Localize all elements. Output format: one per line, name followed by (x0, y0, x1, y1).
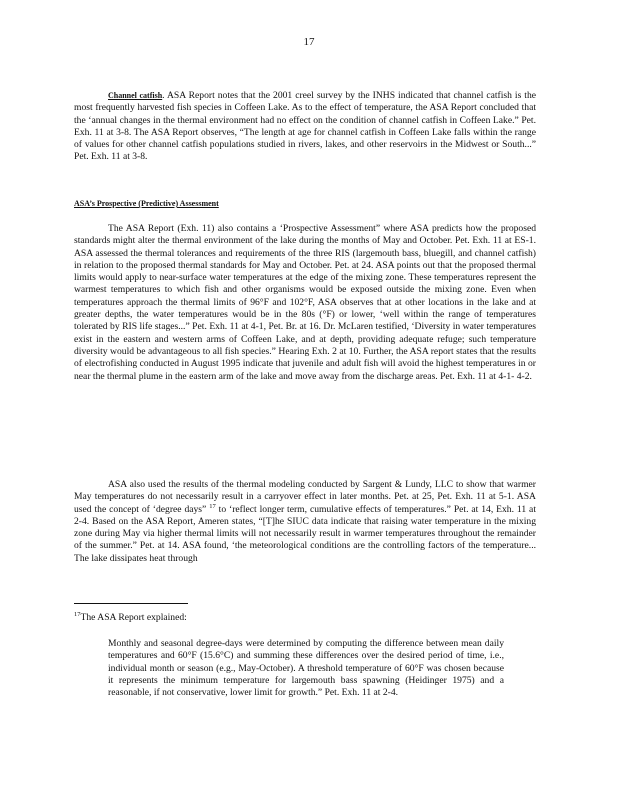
page-number: 17 (303, 36, 315, 48)
footnote-number: 17 (74, 610, 81, 618)
footnote-divider (74, 603, 188, 604)
paragraph-prospective-assessment (74, 223, 536, 383)
footnote-intro (74, 612, 187, 623)
footnote-intro-text: The ASA Report explained: (80, 612, 187, 623)
paragraph-channel-catfish (74, 90, 536, 164)
modeling-text-after: to ‘reflect longer term, cumulative effects of temperatures.” Pet. at 14, Exh. 11 at 2-4. Based on the ASA Report, Ameren states, “[T]he SIUC data indicate that raising water temperature in the mixing zone during May via higher thermal limits will not necessarily result in warmer temperatures throughout the remainder of the summer.” Pet. at 14. ASA found, ‘the meteorological conditions are the controlling factors of the temperature... The lake dissipates heat through (74, 503, 536, 564)
modeling-text-before: ASA also used the results of the thermal modeling conducted by Sargent & Lundy, LLC to show that warmer May temperatures do not necessarily result in a carryover effect in later months. Pet. at 25, Pet. Exh. 11 at 5-1. ASA used the concept of ‘degree days” (74, 479, 536, 515)
footnote-blockquote: Monthly and seasonal degree-days were determined by computing the difference between mean daily temperatures and 60°F (15.6°C) and summing these differences over the desired period of time, i.e., individual month or season (e.g., May-October). A threshold temperature of 60°F was chosen because it represents the minimum temperature for largemouth bass spawning (Heidinger 1975) and a reasonable, if not conservative, lower limit for growth.” Pet. Exh. 11 at 2-4. (108, 638, 504, 699)
prospective-text: The ASA Report (Exh. 11) also contains a ‘Prospective Assessment” where ASA predicts how the proposed standards might alter the thermal environment of the lake during the months of May and October. Pet. Exh. 11 at ES-1. ASA assessed the thermal tolerances and requirements of the three RIS (largemouth bass, bluegill, and channel catfish) in relation to the proposed thermal standards for May and October. Pet. at 24. ASA points out that the proposed thermal limits would apply to near-surface water temperatures at the edge of the mixing zone. These temperatures represent the warmest temperatures to which fish and other organisms would be exposed outside the mixing zone. Even when temperatures approach the thermal limits of 96°F and 102°F, ASA observes that at other locations in the lake and at greater depths, the water temperatures would be in the 80s (°F) or lower, ‘well within the range of temperatures tolerated by RIS life stages...” Pet. Exh. 11 at 4-1, Pet. Br. at 16. Dr. McLaren testified, ‘Diversity in water temperatures exist in the eastern and western arms of Coffeen Lake, and at depth, providing adequate refuge; such temperature diversity would be advantageous to all fish species.” Hearing Exh. 2 at 10. Further, the ASA report states that the results of electrofishing conducted in August 1995 indicate that juvenile and adult fish will avoid the highest temperatures in or near the thermal plume in the eastern arm of the lake and move away from the discharge areas. Pet. Exh. 11 at 4-1- 4-2. (74, 223, 536, 382)
channel-catfish-label: Channel catfish (108, 91, 163, 100)
channel-catfish-text: . ASA Report notes that the 2001 creel survey by the INHS indicated that channel catfish is the most frequently harvested fish species in Coffeen Lake. As to the effect of temperature, the ASA Report concluded that the ‘annual changes in the thermal environment had no effect on the condition of channel catfish in Coffeen Lake.” Pet. Exh. 11 at 3-8. The ASA Report observes, “The length at age for channel catfish in Coffeen Lake falls within the range of values for other channel catfish populations studied in rivers, lakes, and other reservoirs in the Midwest or South...” Pet. Exh. 11 at 3-8. (74, 90, 537, 163)
section-heading-prospective: ASA’s Prospective (Predictive) Assessment (74, 199, 219, 208)
footnote-reference[interactable]: 17 (209, 502, 216, 510)
paragraph-thermal-modeling (74, 479, 536, 565)
